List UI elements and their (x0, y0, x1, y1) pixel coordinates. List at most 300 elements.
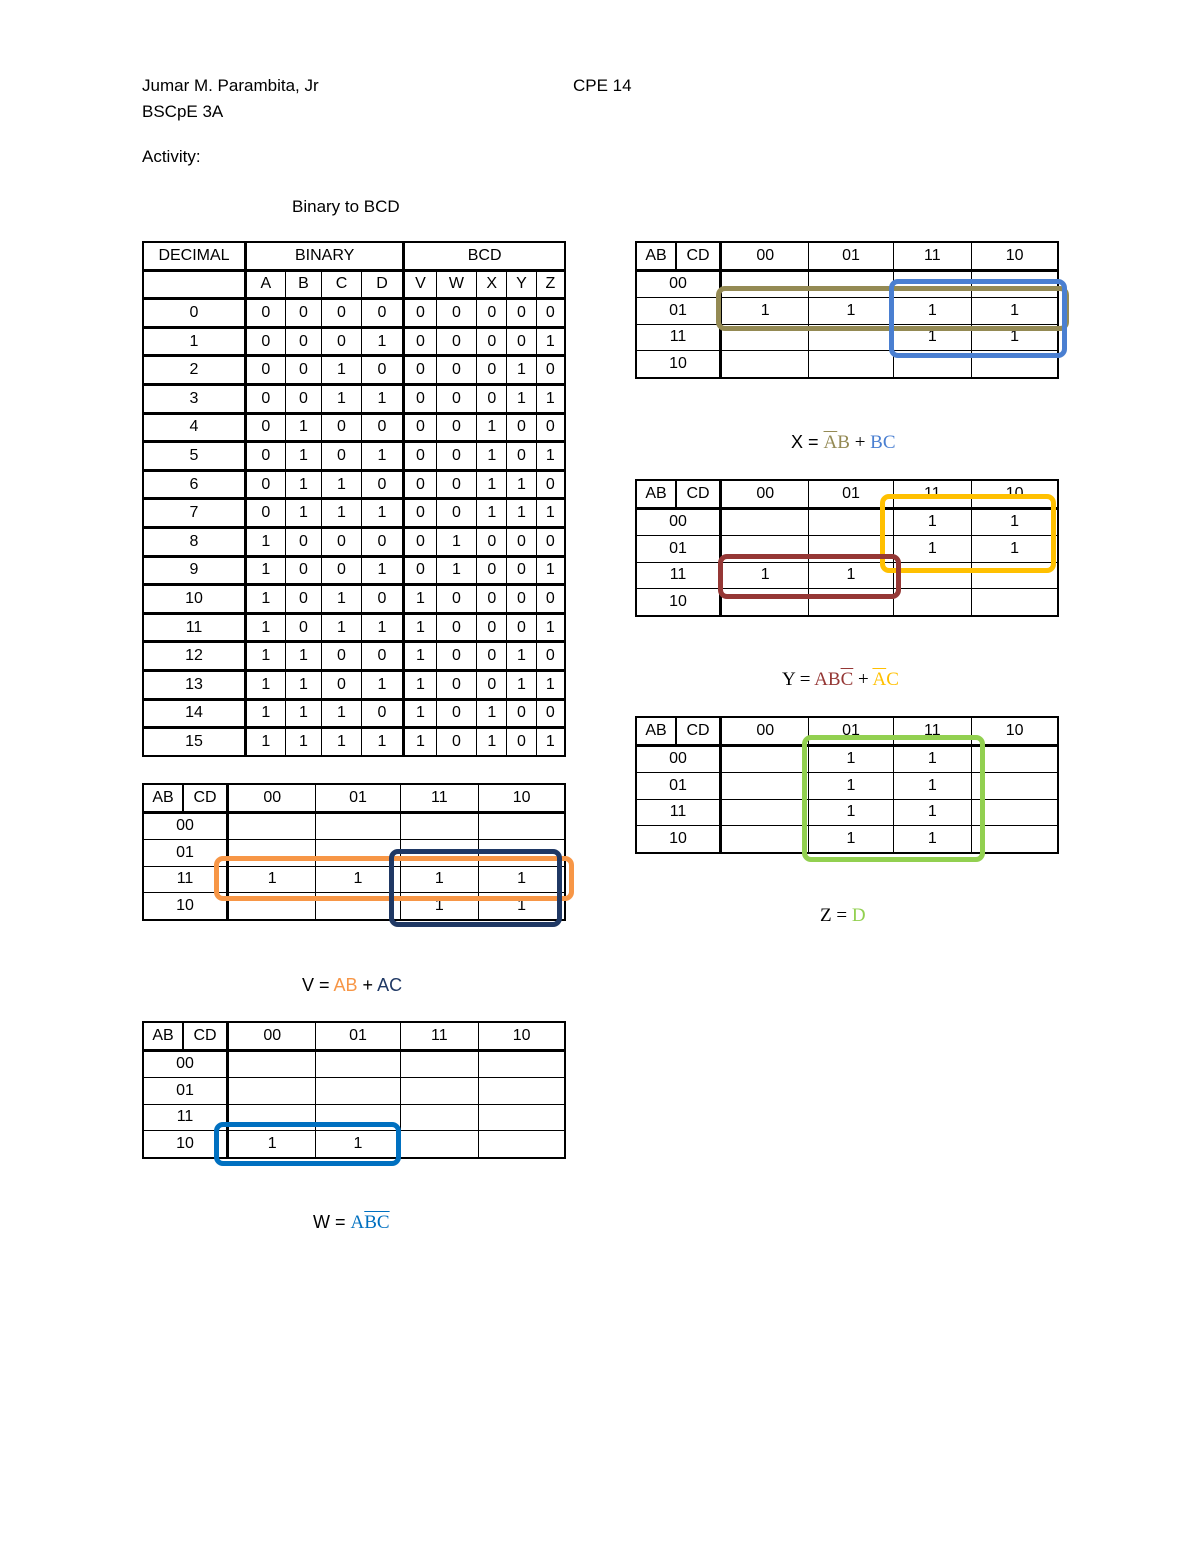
bit-cell: 1 (404, 728, 436, 756)
kmap-cell (809, 536, 893, 563)
kmap-cell (228, 812, 316, 840)
kmap-cell: 1 (972, 508, 1058, 536)
kmap-row (143, 1104, 565, 1131)
bit-cell: 1 (322, 585, 361, 614)
decimal-cell: 4 (143, 413, 246, 442)
bit-cell: 0 (436, 356, 477, 385)
bit-cell: 0 (436, 442, 477, 471)
kmap-row (636, 773, 1058, 800)
bit-cell: 1 (361, 670, 404, 699)
bit-cell: 1 (285, 728, 322, 756)
decimal-cell: 0 (143, 299, 246, 328)
bit-cell: 0 (361, 585, 404, 614)
kmap-row-header: 11 (636, 799, 721, 826)
bit-cell: 0 (361, 699, 404, 728)
kmap-cell (316, 840, 400, 867)
kmap-row-header: 00 (143, 812, 228, 840)
table-row (143, 299, 565, 328)
bit-cell: 1 (361, 442, 404, 471)
kmap-cell (479, 1050, 565, 1078)
header-c: C (322, 270, 361, 299)
bit-cell: 1 (285, 413, 322, 442)
bit-cell: 0 (436, 613, 477, 642)
kmap-col-header: 11 (400, 1022, 479, 1050)
equation-y (782, 669, 899, 691)
kmap-row (636, 270, 1058, 298)
bit-cell: 1 (536, 728, 565, 756)
equation-term: A (350, 1212, 365, 1233)
kmap-row-header: 00 (636, 745, 721, 773)
table-row (143, 699, 565, 728)
kmap-cell (721, 589, 809, 616)
kmap-col-header: 01 (809, 717, 893, 745)
bit-cell: 0 (246, 413, 286, 442)
bit-cell: 0 (507, 728, 537, 756)
kmap-cd-label: CD (676, 480, 721, 508)
bit-cell: 1 (477, 470, 507, 499)
bit-cell: 0 (361, 356, 404, 385)
bit-cell: 0 (246, 327, 286, 356)
bit-cell: 1 (507, 670, 537, 699)
bit-cell: 0 (477, 670, 507, 699)
kmap-row-header: 01 (636, 298, 721, 325)
kmap-cell (479, 1078, 565, 1105)
bit-cell: 0 (322, 442, 361, 471)
bit-cell: 0 (246, 499, 286, 528)
bit-cell: 0 (536, 642, 565, 671)
header-decimal: DECIMAL (143, 242, 246, 270)
bit-cell: 0 (404, 384, 436, 413)
kmap-row (636, 745, 1058, 773)
bit-cell: 1 (536, 499, 565, 528)
equation-term: $\overline{A}$ (823, 432, 838, 453)
kmap-cell (972, 270, 1058, 298)
bit-cell: 0 (322, 299, 361, 328)
kmap-cell (893, 351, 972, 378)
kmap-row (143, 1131, 565, 1158)
kmap-cell (479, 840, 565, 867)
kmap-cell (400, 1104, 479, 1131)
bit-cell: 0 (436, 413, 477, 442)
kmap-cell: 1 (228, 866, 316, 893)
bit-cell: 1 (436, 556, 477, 585)
bit-cell: 1 (361, 327, 404, 356)
bit-cell: 1 (477, 699, 507, 728)
bit-cell: 0 (507, 585, 537, 614)
decimal-cell: 6 (143, 470, 246, 499)
kmap-row-header: 00 (143, 1050, 228, 1078)
bit-cell: 1 (507, 642, 537, 671)
bit-cell: 0 (322, 670, 361, 699)
bit-cell: 0 (436, 699, 477, 728)
bit-cell: 0 (246, 442, 286, 471)
kmap-header-row (636, 242, 1058, 270)
bit-cell: 0 (477, 384, 507, 413)
decimal-cell: 2 (143, 356, 246, 385)
kmap-cell (228, 1050, 316, 1078)
bit-cell: 0 (404, 413, 436, 442)
kmap-row-header: 10 (143, 893, 228, 920)
bit-cell: 1 (436, 527, 477, 556)
kmap-ab-label: AB (636, 480, 676, 508)
decimal-cell: 11 (143, 613, 246, 642)
equation-prefix: X = (791, 432, 824, 452)
kmap-cd-label: CD (676, 717, 721, 745)
kmap-ab-label: AB (143, 1022, 183, 1050)
kmap-row-header: 01 (143, 840, 228, 867)
bit-cell: 1 (322, 728, 361, 756)
kmap-col-header: 00 (721, 480, 809, 508)
bit-cell: 0 (404, 356, 436, 385)
bit-cell: 0 (477, 613, 507, 642)
kmap-x (635, 241, 1059, 379)
decimal-cell: 3 (143, 384, 246, 413)
kmap-col-header: 01 (809, 480, 893, 508)
kmap-cell: 1 (809, 298, 893, 325)
bit-cell: 0 (536, 699, 565, 728)
kmap-cell (316, 1078, 400, 1105)
equation-prefix: V = (302, 975, 334, 995)
bit-cell: 0 (477, 642, 507, 671)
kmap-row-header: 11 (636, 562, 721, 589)
bit-cell: 1 (361, 384, 404, 413)
bit-cell: 0 (322, 642, 361, 671)
kmap-row (143, 893, 565, 920)
kmap-row (636, 799, 1058, 826)
header-bcd: BCD (404, 242, 565, 270)
bit-cell: 0 (436, 585, 477, 614)
bit-cell: 0 (477, 356, 507, 385)
kmap-cell (228, 1104, 316, 1131)
bit-cell: 1 (361, 556, 404, 585)
bit-cell: 1 (285, 642, 322, 671)
bit-cell: 1 (322, 699, 361, 728)
decimal-cell: 7 (143, 499, 246, 528)
bit-cell: 0 (285, 556, 322, 585)
kmap-header-row (636, 480, 1058, 508)
decimal-cell: 8 (143, 527, 246, 556)
decimal-cell: 12 (143, 642, 246, 671)
bit-cell: 1 (285, 670, 322, 699)
bit-cell: 1 (285, 442, 322, 471)
kmap-cell (400, 840, 479, 867)
kmap-cell (228, 1078, 316, 1105)
kmap-row (636, 826, 1058, 853)
kmap-cell: 1 (809, 773, 893, 800)
kmap-cell (400, 1078, 479, 1105)
bit-cell: 1 (536, 613, 565, 642)
equation-term: AB (814, 669, 841, 690)
bit-cell: 1 (246, 585, 286, 614)
kmap-cell (893, 562, 972, 589)
kmap-col-header: 00 (228, 1022, 316, 1050)
kmap-y (635, 479, 1059, 617)
kmap-cell (893, 270, 972, 298)
decimal-cell: 15 (143, 728, 246, 756)
kmap-cell (479, 812, 565, 840)
kmap-cell: 1 (809, 562, 893, 589)
kmap-row-header: 01 (143, 1078, 228, 1105)
bit-cell: 0 (285, 299, 322, 328)
header-y: Y (507, 270, 537, 299)
bit-cell: 1 (507, 470, 537, 499)
bit-cell: 0 (436, 299, 477, 328)
bit-cell: 1 (246, 670, 286, 699)
kmap-col-header: 11 (893, 717, 972, 745)
bit-cell: 1 (285, 499, 322, 528)
equation-operator: + (357, 975, 378, 995)
bit-cell: 0 (246, 470, 286, 499)
kmap-cell (972, 826, 1058, 853)
table-row (143, 327, 565, 356)
bit-cell: 0 (477, 299, 507, 328)
bit-cell: 1 (322, 470, 361, 499)
activity-label: Activity: (142, 147, 201, 166)
bit-cell: 0 (436, 384, 477, 413)
kmap-col-header: 11 (400, 784, 479, 812)
kmap-cell (893, 589, 972, 616)
kmap-cell (972, 799, 1058, 826)
kmap-col-header: 01 (316, 784, 400, 812)
table-row (143, 470, 565, 499)
kmap-cell (316, 1104, 400, 1131)
kmap-cell: 1 (316, 866, 400, 893)
kmap-header-row (143, 1022, 565, 1050)
kmap-cell: 1 (893, 508, 972, 536)
bit-cell: 1 (322, 499, 361, 528)
bit-cell: 0 (404, 470, 436, 499)
kmap-cell (721, 826, 809, 853)
table-row (143, 585, 565, 614)
bit-cell: 1 (361, 613, 404, 642)
bit-cell: 0 (285, 585, 322, 614)
bit-cell: 0 (361, 470, 404, 499)
kmap-cell (972, 745, 1058, 773)
header-binary: BINARY (246, 242, 404, 270)
kmap-cell: 1 (893, 298, 972, 325)
equation-prefix: Z = (820, 905, 852, 926)
kmap-ab-label: AB (636, 242, 676, 270)
kmap-cell (479, 1104, 565, 1131)
kmap-col-header: 10 (479, 784, 565, 812)
bit-cell: 0 (404, 527, 436, 556)
bit-cell: 1 (285, 470, 322, 499)
bit-cell: 0 (285, 327, 322, 356)
kmap-cell (721, 773, 809, 800)
kmap-cell: 1 (972, 324, 1058, 351)
truth-table (142, 241, 566, 757)
table-row (143, 556, 565, 585)
bit-cell: 1 (507, 499, 537, 528)
kmap-cell: 1 (228, 1131, 316, 1158)
kmap-cd-label: CD (183, 784, 228, 812)
kmap-cell: 1 (893, 324, 972, 351)
equation-prefix: Y = (782, 669, 815, 690)
kmap-cell: 1 (721, 298, 809, 325)
bit-cell: 0 (536, 527, 565, 556)
kmap-cell (316, 1050, 400, 1078)
bit-cell: 0 (436, 470, 477, 499)
kmap-col-header: 11 (893, 480, 972, 508)
bit-cell: 1 (477, 413, 507, 442)
kmap-cd-label: CD (183, 1022, 228, 1050)
bit-cell: 1 (361, 728, 404, 756)
bit-cell: 1 (404, 585, 436, 614)
bit-cell: 0 (285, 356, 322, 385)
kmap-cell: 1 (316, 1131, 400, 1158)
course-code: CPE 14 (573, 76, 632, 95)
bit-cell: 0 (404, 442, 436, 471)
table-row (143, 442, 565, 471)
kmap-cell: 1 (721, 562, 809, 589)
kmap-cell (721, 745, 809, 773)
bit-cell: 0 (322, 327, 361, 356)
kmap-cell (972, 773, 1058, 800)
table-row (143, 670, 565, 699)
equation-w (313, 1212, 390, 1234)
author-name: Jumar M. Parambita, Jr (142, 76, 319, 95)
equation-term: C (886, 669, 899, 690)
kmap-col-header: 00 (721, 717, 809, 745)
decimal-cell: 9 (143, 556, 246, 585)
bit-cell: 0 (404, 556, 436, 585)
kmap-cell: 1 (972, 298, 1058, 325)
header-v: V (404, 270, 436, 299)
table-row (143, 356, 565, 385)
bit-cell: 0 (361, 527, 404, 556)
bit-cell: 1 (322, 613, 361, 642)
equation-x (791, 432, 896, 454)
kmap-cell (400, 1131, 479, 1158)
kmap-row-header: 01 (636, 536, 721, 563)
header-a: A (246, 270, 286, 299)
kmap-cell: 1 (893, 799, 972, 826)
bit-cell: 0 (361, 642, 404, 671)
kmap-cell: 1 (479, 866, 565, 893)
kmap-cell: 1 (893, 826, 972, 853)
decimal-cell: 10 (143, 585, 246, 614)
bit-cell: 0 (536, 470, 565, 499)
table-row (143, 613, 565, 642)
equation-term: D (851, 905, 866, 926)
kmap-col-header: 10 (479, 1022, 565, 1050)
bit-cell: 1 (536, 670, 565, 699)
kmap-cell (316, 893, 400, 920)
kmap-cell: 1 (809, 799, 893, 826)
bit-cell: 0 (404, 499, 436, 528)
bit-cell: 1 (536, 442, 565, 471)
bit-cell: 0 (404, 327, 436, 356)
kmap-col-header: 01 (316, 1022, 400, 1050)
bit-cell: 0 (436, 728, 477, 756)
kmap-col-header: 00 (228, 784, 316, 812)
kmap-row (143, 1050, 565, 1078)
kmap-cell (228, 893, 316, 920)
table-row (143, 384, 565, 413)
kmap-cell (721, 799, 809, 826)
kmap-cd-label: CD (676, 242, 721, 270)
equation-v (302, 975, 402, 996)
truth-table-sub-header (143, 270, 565, 299)
decimal-cell: 14 (143, 699, 246, 728)
decimal-cell: 13 (143, 670, 246, 699)
bit-cell: 1 (246, 728, 286, 756)
kmap-cell (228, 840, 316, 867)
kmap-row-header: 10 (636, 826, 721, 853)
kmap-row-header: 00 (636, 270, 721, 298)
bit-cell: 0 (477, 327, 507, 356)
kmap-cell: 1 (893, 773, 972, 800)
kmap-row (143, 812, 565, 840)
kmap-cell: 1 (809, 826, 893, 853)
bit-cell: 0 (285, 527, 322, 556)
kmap-cell (721, 508, 809, 536)
bit-cell: 0 (322, 556, 361, 585)
bit-cell: 0 (507, 613, 537, 642)
bit-cell: 1 (536, 384, 565, 413)
kmap-cell (400, 1050, 479, 1078)
kmap-cell: 1 (809, 745, 893, 773)
kmap-row (636, 589, 1058, 616)
kmap-cell: 1 (400, 866, 479, 893)
bit-cell: 1 (322, 356, 361, 385)
bit-cell: 1 (361, 499, 404, 528)
bit-cell: 0 (507, 527, 537, 556)
bit-cell: 1 (285, 699, 322, 728)
kmap-cell: 1 (893, 536, 972, 563)
kmap-row-header: 10 (143, 1131, 228, 1158)
table-row (143, 413, 565, 442)
kmap-cell (809, 508, 893, 536)
kmap-w (142, 1021, 566, 1159)
kmap-col-header: 01 (809, 242, 893, 270)
table-row (143, 728, 565, 756)
kmap-row-header: 01 (636, 773, 721, 800)
kmap-cell (809, 589, 893, 616)
kmap-col-header: 11 (893, 242, 972, 270)
equation-term: BC (870, 432, 896, 453)
bit-cell: 0 (436, 499, 477, 528)
kmap-header-row (143, 784, 565, 812)
decimal-cell: 5 (143, 442, 246, 471)
bit-cell: 1 (404, 613, 436, 642)
bit-cell: 0 (507, 299, 537, 328)
table-row (143, 642, 565, 671)
kmap-row (143, 840, 565, 867)
kmap-cell (972, 351, 1058, 378)
kmap-row (636, 508, 1058, 536)
bit-cell: 0 (322, 527, 361, 556)
equation-term: AC (377, 975, 403, 995)
bit-cell: 0 (246, 384, 286, 413)
header-empty (143, 270, 246, 299)
kmap-cell (721, 324, 809, 351)
bit-cell: 1 (404, 699, 436, 728)
kmap-cell: 1 (479, 893, 565, 920)
bit-cell: 1 (246, 699, 286, 728)
bit-cell: 0 (246, 299, 286, 328)
section-label: BSCpE 3A (142, 102, 224, 121)
kmap-row-header: 10 (636, 589, 721, 616)
bit-cell: 1 (246, 613, 286, 642)
kmap-row-header: 11 (143, 1104, 228, 1131)
equation-term: $\overline{BC}$ (364, 1212, 390, 1233)
table-row (143, 527, 565, 556)
equation-operator: + (853, 669, 873, 690)
kmap-row-header: 10 (636, 351, 721, 378)
bit-cell: 0 (536, 299, 565, 328)
bit-cell: 0 (477, 527, 507, 556)
